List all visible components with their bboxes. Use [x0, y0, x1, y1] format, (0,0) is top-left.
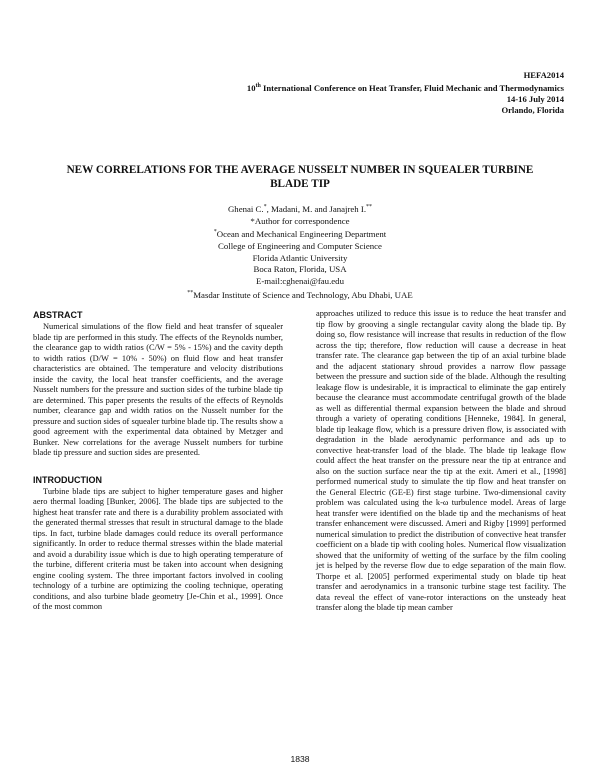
affiliation-1 [40, 227, 560, 241]
affiliation-1-mark: * [213, 229, 217, 236]
conference-name [44, 81, 564, 94]
abstract-heading: ABSTRACT [33, 310, 83, 320]
correspondence-text: Author for correspondence [254, 215, 350, 226]
right-column [316, 309, 566, 614]
conference-location: Orlando, Florida [501, 104, 564, 115]
conference-dates: 14-16 July 2014 [506, 93, 564, 104]
introduction-text: Turbine blade tips are subject to higher temperature gases and higher aero thermal loading [Bunker, 2006]. The blade tips are subjected to the highest heat transfer rate and there is a durability problem associated with the generated thermal stresses that result in structural damage to the blade tips. In fact, turbine blade damages could reduce its overall performance significantly. In order to reduce thermal stresses within the blade material and avoid a durability issue which is due to high operating temperature of the turbine, different criteria must be taken into account when designing engine cooling system. The three important factors involved in cooling technology of a turbine are optimizing the cooling technique, operating conditions, and also turbine blade geometry [Je-Chin et al., 1999]. Once of the most common [33, 486, 283, 611]
correspondence-note [40, 216, 560, 228]
title-line-1: NEW CORRELATIONS FOR THE AVERAGE NUSSELT NUMBER IN SQUEALER TURBINE [66, 164, 534, 176]
author-others: , Madani, M. and Janajreh I. [266, 203, 367, 214]
conference-ordinal: 10 [246, 82, 256, 93]
author-names [40, 202, 560, 216]
author-1: Ghenai C. [227, 203, 264, 214]
affiliation-2-name: Masdar Institute of Science and Technology, Abu Dhabi, UAE [193, 289, 413, 300]
introduction-heading: INTRODUCTION [33, 474, 102, 485]
author-email: E-mail:cghenai@fau.edu [256, 276, 344, 287]
page-number: 1838 [290, 754, 310, 764]
title-line-2: BLADE TIP [270, 178, 330, 190]
conference-header [44, 70, 564, 116]
right-column-text: approaches utilized to reduce this issue is to reduce the heat transfer and tip flow by grooving a single rectangular cavity along the blade tip. By doing so, flow resistance will increase that results in reduction of the flow across the tip; therefore, flow reduction will cause a decrease in heat transfer rate. The clearance gap between the tip of an axial turbine blade and the adjacent stationary shroud provides a narrow flow passage between the pressure and suction side of the blade. Although the resulting leakage flow is undesirable, it is impractical to eliminate the gap entirely because the clearance must accommodate centrifugal growth of the blade as well as differential thermal expansion between the blade and shroud through a variety of operating conditions [Henneke, 1984]. In general, blade tip leakage flow, which is a pressure driven flow, is associated with degradation in the blade aerodynamic performance and ads up to convective heat-transfer load of the blade. The blade tip leakage flow could affect the heat transfer on the pressure near the tip at entrance and also on the suction surface near the tip at the exit. Ameri et al., [1998] performed numerical study to simulate the tip flow and heat transfer on the General Electric (GE-E) first stage turbine. Two-dimensional cavity problem was calculated using the k-ω turbulence model. Areas of large heat transfer were identified on the blade tip and the mechanisms of heat transfer enhancement were discussed. Ameri and Rigby [1999] performed numerical simulation to predict the distribution of convective heat transfer coefficient on a blade tip with cooling holes. Numerical flow visualization showed that the uniformity of wetting of the surface by the film cooling jet is helped by the reverse flow due to edge separation of the main flow. Thorpe et al. [2005] performed experimental study on blade tip heat transfer and aerodynamics in a transonic turbine stage test facility. The data reveal the effect of vane-rotor interactions on the unsteady heat transfer along the blade tip mean camber [316, 309, 566, 612]
affiliation-1-university: Florida Atlantic University [252, 252, 348, 263]
left-column [33, 310, 283, 613]
conference-ordinal-suffix: th [255, 83, 261, 89]
paper-title [40, 163, 560, 191]
conference-title: International Conference on Heat Transfer, Fluid Mechanic and Thermodynamics [260, 82, 564, 93]
author-block [40, 202, 560, 301]
affiliation-1-city: Boca Raton, Florida, USA [253, 264, 347, 275]
affiliation-2 [40, 288, 560, 302]
affiliation-1-college: College of Engineering and Computer Science [218, 240, 382, 251]
author-1-mark: * [263, 204, 267, 210]
author-3-mark: ** [366, 204, 373, 210]
affiliation-2-mark: ** [187, 289, 194, 296]
conference-code: HEFA2014 [523, 70, 564, 80]
correspondence-mark: * [250, 215, 255, 226]
abstract-text: Numerical simulations of the flow field and heat transfer of squealer blade tip are performed in this study. The effects of the Reynolds number, the clearance gap to width ratios (C/W = 5% - 15%) and the cavity depth to width ratios (D/W = 10% - 50%) on fluid flow and heat transfer characteristics are obtained. The temperature and velocity distributions inside the cavity, the local heat transfer coefficients, and the average Nusselt numbers for the pressure and suction sides of the turbine blade tip are determined. This paper presents the results of the effects of Reynolds number, clearance gap and width ratios on the Nusselt number for the pressure and suction sides of squealer turbine blade tip. The results show a good agreement with the experimental data obtained by Metzger and Bunker. New correlations for the average Nusselt numbers for turbine blade tip pressure and suction sides are presented. [33, 322, 283, 457]
affiliation-1-dept: Ocean and Mechanical Engineering Department [216, 229, 387, 240]
